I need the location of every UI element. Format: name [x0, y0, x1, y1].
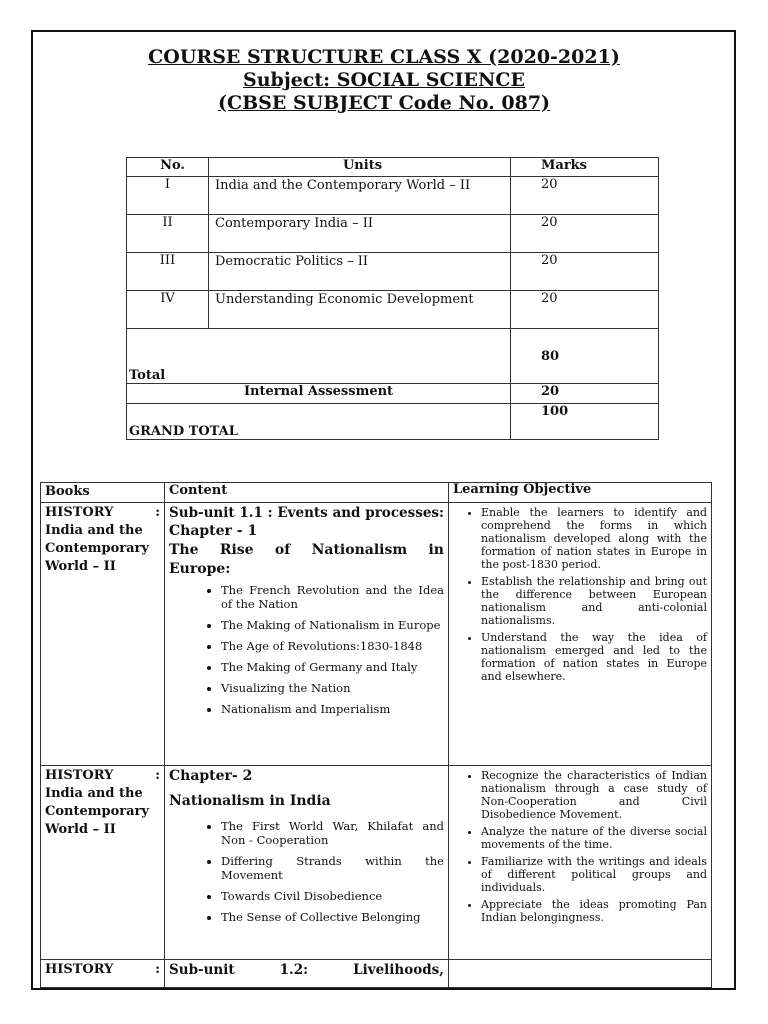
chapter-title: Nationalism in India [169, 793, 331, 809]
objective-cell [449, 960, 712, 988]
topic-item: • Nationalism and Imperialism [221, 702, 444, 716]
syllabus-row [41, 766, 712, 960]
unit-no: I [127, 177, 209, 215]
unit-marks: 20 [511, 253, 659, 291]
objective-item: • Recognize the characteristics of Indian nationalism through a case study of Non-Cooperation and Civil Disobedience Movement. [481, 769, 707, 821]
objective-item: • Establish the relationship and bring out the difference between European nationalism and anti-colonial nationalisms. [481, 575, 707, 627]
subunit-heading: Sub-unit 1.2: Livelihoods, [169, 962, 444, 978]
internal-assessment-row [127, 384, 659, 404]
unit-no: II [127, 215, 209, 253]
book-colon: : [155, 962, 160, 977]
content-cell [165, 503, 449, 766]
content-cell [165, 960, 449, 988]
objective-cell [449, 503, 712, 766]
book-cell [41, 503, 165, 766]
header-learning-objective: Learning Objective [449, 483, 712, 503]
syllabus-header-row [41, 483, 712, 503]
header-no: No. [127, 158, 209, 177]
unit-no: III [127, 253, 209, 291]
total-row [127, 329, 659, 384]
header-units: Units [209, 158, 511, 177]
topic-item: • Visualizing the Nation [221, 681, 444, 695]
syllabus-table [40, 482, 712, 988]
units-header-row [127, 158, 659, 177]
unit-row [127, 177, 659, 215]
unit-name: Democratic Politics – II [209, 253, 511, 291]
objective-item: • Analyze the nature of the diverse social movements of the time. [481, 825, 707, 851]
book-cell [41, 766, 165, 960]
total-label: Total [127, 329, 511, 384]
chapter-label: Chapter - 1 [169, 523, 258, 539]
internal-assessment-value: 20 [511, 384, 659, 404]
grand-total-value: 100 [511, 404, 659, 440]
unit-row [127, 215, 659, 253]
book-title: India and the Contemporary World – II [45, 523, 149, 574]
book-cell [41, 960, 165, 988]
topic-item: • Differing Strands within the Movement [221, 854, 444, 882]
objective-list [453, 769, 707, 924]
unit-name: India and the Contemporary World – II [209, 177, 511, 215]
objective-cell [449, 766, 712, 960]
header-marks: Marks [511, 158, 659, 177]
objective-item: • Enable the learners to identify and comprehend the forms in which nationalism developed along with the formation of nation states in Europe in the post-1830 period. [481, 506, 707, 571]
units-marks-table [126, 157, 659, 440]
objective-item: • Understand the way the idea of nationalism emerged and led to the formation of nation states in Europe and elsewhere. [481, 631, 707, 683]
grand-total-label: GRAND TOTAL [127, 404, 511, 440]
objective-list [453, 506, 707, 683]
unit-marks: 20 [511, 291, 659, 329]
title-line-course: COURSE STRUCTURE CLASS X (2020-2021) [148, 46, 620, 68]
title-line-subject: Subject: SOCIAL SCIENCE [243, 69, 525, 91]
book-colon: : [155, 768, 160, 783]
book-label: HISTORY [45, 962, 114, 977]
objective-item: • Familiarize with the writings and ideals of different political groups and individuals. [481, 855, 707, 894]
unit-name: Understanding Economic Development [209, 291, 511, 329]
unit-name: Contemporary India – II [209, 215, 511, 253]
syllabus-row [41, 960, 712, 988]
unit-row [127, 253, 659, 291]
document-title [0, 46, 768, 115]
topic-item: • The Making of Germany and Italy [221, 660, 444, 674]
unit-no: IV [127, 291, 209, 329]
topic-item: • Towards Civil Disobedience [221, 889, 444, 903]
internal-assessment-label: Internal Assessment [127, 384, 511, 404]
total-value: 80 [511, 329, 659, 384]
unit-row [127, 291, 659, 329]
topic-list [169, 819, 444, 924]
syllabus-row [41, 503, 712, 766]
topic-item: • The Sense of Collective Belonging [221, 910, 444, 924]
title-line-code: (CBSE SUBJECT Code No. 087) [217, 92, 551, 114]
book-label: HISTORY [45, 505, 114, 520]
chapter-label: Chapter- 2 [169, 768, 253, 784]
chapter-title: The Rise of Nationalism in Europe: [169, 542, 444, 577]
book-title: India and the Contemporary World – II [45, 786, 149, 837]
topic-item: • The Making of Nationalism in Europe [221, 618, 444, 632]
subunit-heading: Sub-unit 1.1 : Events and processes: [169, 505, 444, 521]
unit-marks: 20 [511, 215, 659, 253]
content-cell [165, 766, 449, 960]
book-label: HISTORY [45, 768, 114, 783]
topic-item: • The Age of Revolutions:1830-1848 [221, 639, 444, 653]
topic-list [169, 583, 444, 716]
header-content: Content [165, 483, 449, 503]
topic-item: • The French Revolution and the Idea of the Nation [221, 583, 444, 611]
unit-marks: 20 [511, 177, 659, 215]
grand-total-row [127, 404, 659, 440]
objective-item: • Appreciate the ideas promoting Pan Indian belongingness. [481, 898, 707, 924]
book-colon: : [155, 505, 160, 520]
topic-item: • The First World War, Khilafat and Non - Cooperation [221, 819, 444, 847]
header-books: Books [41, 483, 165, 503]
